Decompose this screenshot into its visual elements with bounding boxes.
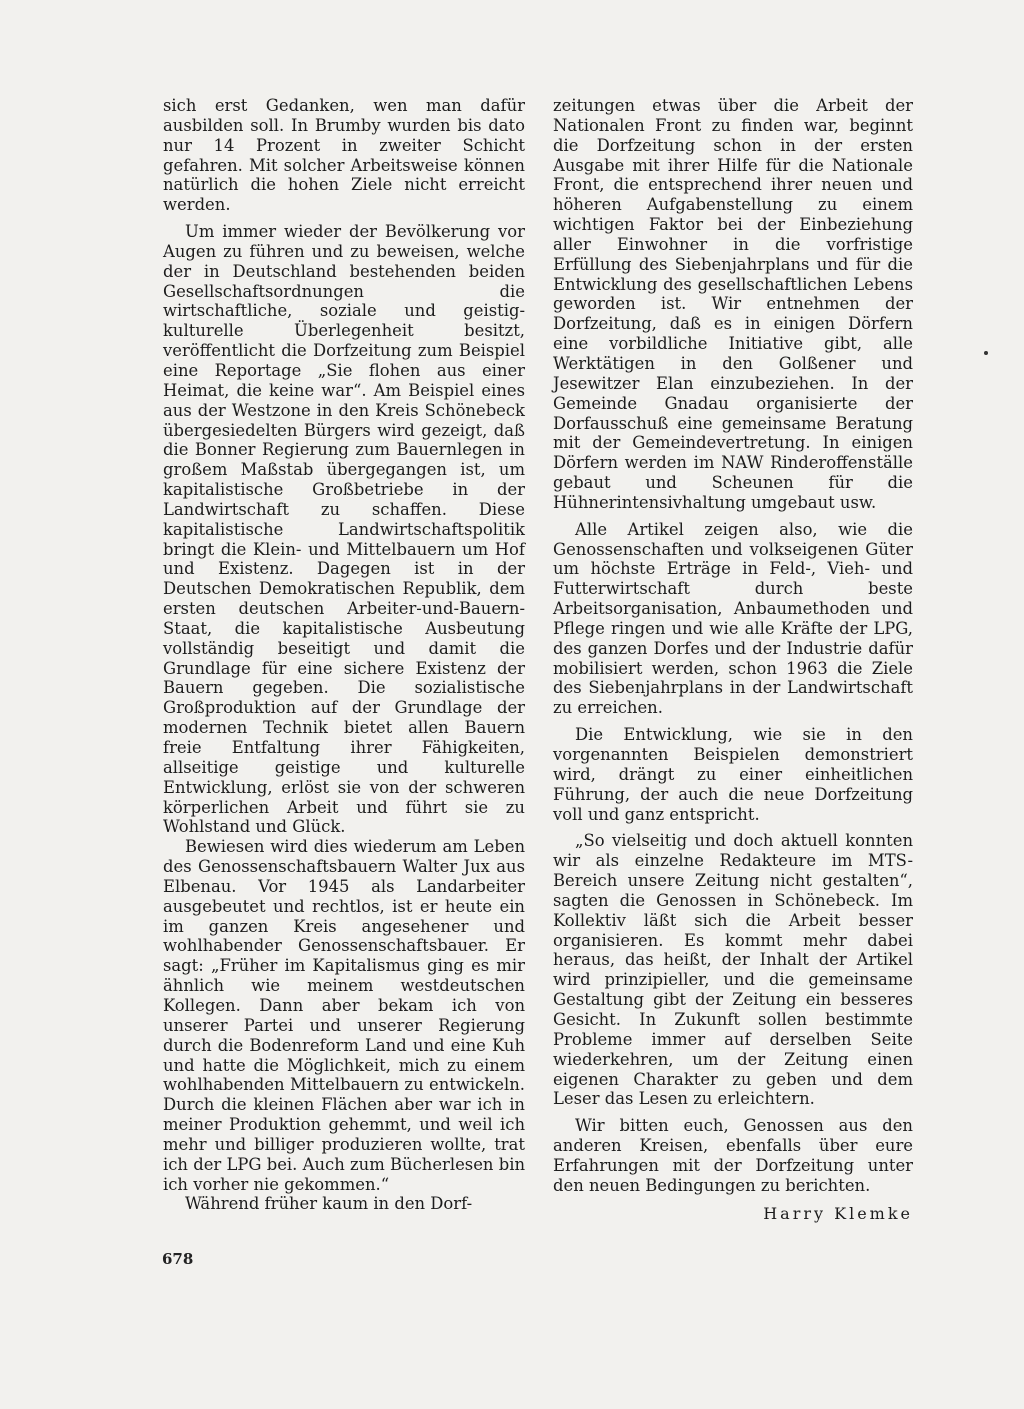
paragraph: sich erst Gedanken, wen man dafür ausbilden soll. In Brumby wurden bis dato nur 14 Prozent in zweiter Schicht gefahren. Mit solcher Arbeitsweise können natürlich die hohen Ziele nicht erreicht werden. [163, 96, 525, 215]
paragraph: zeitungen etwas über die Arbeit der Nationalen Front zu finden war, beginnt die Dorfzeitung schon in der ersten Ausgabe mit ihrer Hilfe für die Nationale Front, die entsprechend ihrer neuen und höheren Aufgabenstellung zu einem wichtigen Faktor bei der Einbeziehung aller Einwohner in die vorfristige Erfüllung des Siebenjahrplans und für die Entwicklung des gesellschaftlichen Lebens geworden ist. Wir entnehmen der Dorfzeitung, daß es in einigen Dörfern eine vorbildliche Initiative gibt, alle Werktätigen in den Golßener und Jesewitzer Elan einzubeziehen. In der Gemeinde Gnadau organisierte der Dorfausschuß eine gemeinsame Beratung mit der Gemeindevertretung. In einigen Dörfern werden im NAW Rinderoffenställe gebaut und Scheunen für die Hühnerintensivhaltung umgebaut usw. [553, 96, 913, 512]
author-signature: Harry Klemke [763, 1203, 913, 1223]
paragraph: Die Entwicklung, wie sie in den vorgenannten Beispielen demonstriert wird, drängt zu einer einheitlichen Führung, der auch die neue Dorfzeitung voll und ganz entspricht. [553, 725, 913, 824]
page-number: 678 [162, 1250, 194, 1268]
left-text-column [163, 96, 525, 1214]
paragraph: Bewiesen wird dies wiederum am Leben des Genossenschaftsbauern Walter Jux aus Elbenau. Vor 1945 als Landarbeiter ausgebeutet und rechtlos, ist er heute ein im ganzen Kreis angesehener und wohlhabender Genossenschaftsbauer. Er sagt: „Früher im Kapitalismus ging es mir ähnlich wie meinem westdeutschen Kollegen. Dann aber bekam ich von unserer Partei und unserer Regierung durch die Bodenreform Land und eine Kuh und hatte die Möglichkeit, mich zu einem wohlhabenden Mittelbauern zu entwickeln. Durch die kleinen Flächen aber war ich in meiner Produktion gehemmt, und weil ich mehr und billiger produzieren wollte, trat ich der LPG bei. Auch zum Bücherlesen bin ich vorher nie gekommen.“ [163, 837, 525, 1194]
paragraph: Während früher kaum in den Dorf- [185, 1194, 473, 1214]
right-text-column [553, 96, 913, 1223]
paragraph: Alle Artikel zeigen also, wie die Genossenschaften und volkseigenen Güter um höchste Erträge in Feld-, Vieh- und Futterwirtschaft durch beste Arbeitsorganisation, Anbaumethoden und Pflege ringen und wie alle Kräfte der LPG, des ganzen Dorfes und der Industrie dafür mobilisiert werden, schon 1963 die Ziele des Siebenjahrplans in der Landwirtschaft zu erreichen. [553, 519, 913, 718]
paragraph: „So vielseitig und doch aktuell konnten wir als einzelne Redakteure im MTS-Bereich unsere Zeitung nicht gestalten“, sagten die Genossen in Schönebeck. Im Kollektiv läßt sich die Arbeit besser organisieren. Es kommt mehr dabei heraus, das heißt, der Inhalt der Artikel wird prinzipieller, und die gemeinsame Gestaltung gibt der Zeitung ein besseres Gesicht. In Zukunft sollen bestimmte Probleme immer auf derselben Seite wiederkehren, um der Zeitung einen eigenen Charakter zu geben und dem Leser das Lesen zu erleichtern. [553, 831, 913, 1109]
paragraph: Um immer wieder der Bevölkerung vor Augen zu führen und zu beweisen, welche der in Deutschland bestehenden beiden Gesellschaftsordnungen die wirtschaftliche, soziale und geistig-kulturelle Überlegenheit besitzt, veröffentlicht die Dorfzeitung zum Beispiel eine Reportage „Sie flohen aus einer Heimat, die keine war“. Am Beispiel eines aus der Westzone in den Kreis Schönebeck übergesiedelten Bürgers wird gezeigt, daß die Bonner Regierung zum Bauernlegen in großem Maßstab übergegangen ist, um kapitalistische Großbetriebe in der Landwirtschaft zu schaffen. Diese kapitalistische Landwirtschaftspolitik bringt die Klein- und Mittelbauern um Hof und Existenz. Dagegen ist in der Deutschen Demokratischen Republik, dem ersten deutschen Arbeiter-und-Bauern-Staat, die kapitalistische Ausbeutung vollständig beseitigt und damit die Grundlage für eine sichere Existenz der Bauern gegeben. Die sozialistische Großproduktion auf der Grundlage der modernen Technik bietet allen Bauern freie Entfaltung ihrer Fähigkeiten, allseitige geistige und kulturelle Entwicklung, erlöst sie von der schweren körperlichen Arbeit und führt sie zu Wohlstand und Glück. [163, 222, 525, 837]
margin-speck [984, 351, 988, 355]
paragraph: Wir bitten euch, Genossen aus den anderen Kreisen, ebenfalls über eure Erfahrungen mit der Dorfzeitung unter den neuen Bedingungen zu berichten. [553, 1116, 913, 1195]
